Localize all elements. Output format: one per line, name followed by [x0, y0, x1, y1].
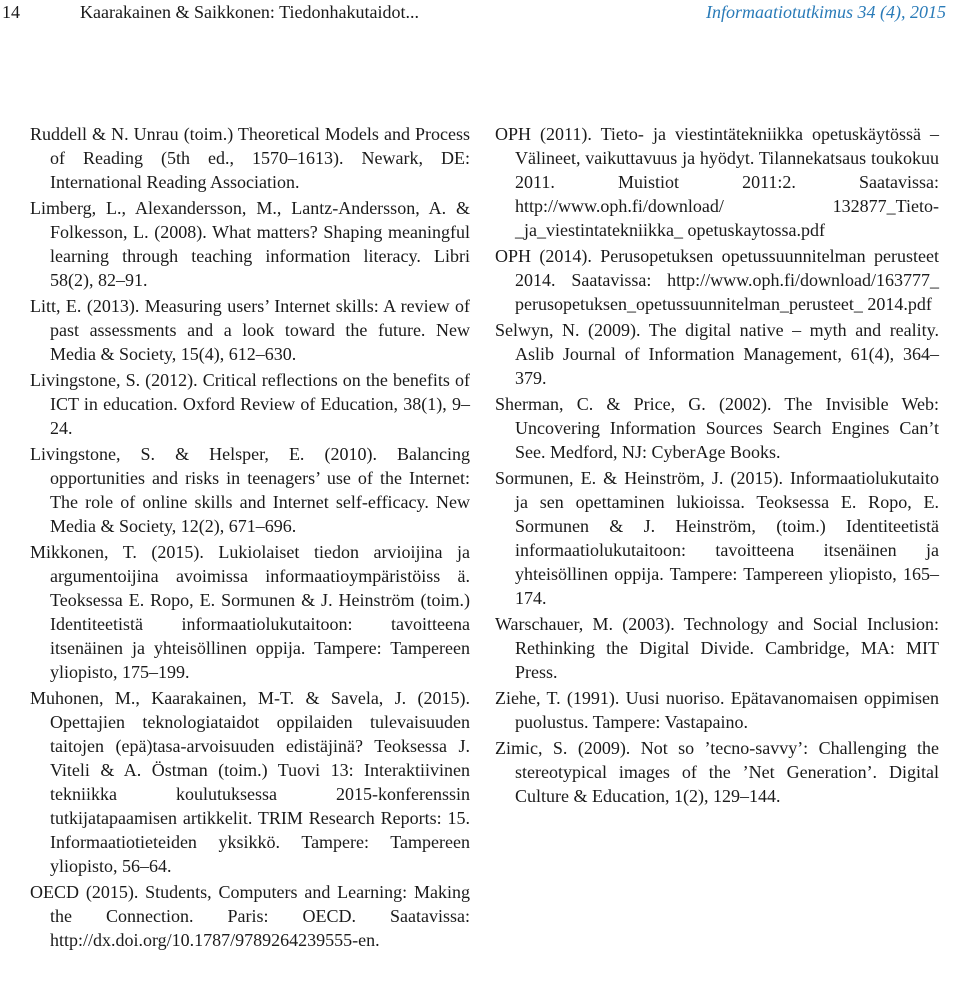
reference-entry: Ziehe, T. (1991). Uusi nuoriso. Epätavanomaisen oppimisen puolustus. Tampere: Vastapaino. — [495, 688, 939, 732]
reference-entry: OPH (2014). Perusopetuksen opetussuunnitelman perusteet 2014. Saatavissa: http://www.oph.fi/download/163777_ perusopetuksen_opetussuunnitelman_perusteet_ 2014.pdf — [495, 246, 939, 314]
reference-entry: Ruddell & N. Unrau (toim.) Theoretical Models and Process of Reading (5th ed., 1570–1613). Newark, DE: International Reading Association. — [30, 124, 470, 192]
running-header — [0, 0, 960, 30]
reference-entry: Muhonen, M., Kaarakainen, M-T. & Savela, J. (2015). Opettajien teknologiataidot oppilaiden tulevaisuuden taitojen (epä)tasa-arvoisuuden edistäjinä? Teoksessa J. Viteli & A. Östman (toim.) Tuovi 13: Interaktiivinen tekniikka koulutuksessa 2015-konferenssin tutkijatapaamisen artikkelit. TRIM Research Reports: 15. Informaatiotieteiden yksikkö. Tampere: Tampereen yliopisto, 56–64. — [30, 688, 470, 876]
reference-entry: Sherman, C. & Price, G. (2002). The Invisible Web: Uncovering Information Sources Search Engines Can’t See. Medford, NJ: CyberAge Books. — [495, 394, 939, 462]
page-number: 14 — [2, 2, 20, 22]
reference-entry: OPH (2011). Tieto- ja viestintätekniikka opetuskäytössä – Välineet, vaikuttavuus ja hyödyt. Tilannekatsaus toukokuu 2011. Muistiot 2011:2. Saatavissa: http://www.oph.fi/download/ 132877_Tieto-_ja_viestintatekniikka_ opetuskaytossa.pdf — [495, 124, 939, 240]
reference-entry: Livingstone, S. & Helsper, E. (2010). Balancing opportunities and risks in teenagers’ use of the Internet: The role of online skills and Internet self-efficacy. New Media & Society, 12(2), 671–696. — [30, 444, 470, 536]
references-right-column — [495, 122, 939, 810]
reference-entry: Litt, E. (2013). Measuring users’ Internet skills: A review of past assessments and a look toward the future. New Media & Society, 15(4), 612–630. — [30, 296, 470, 364]
reference-entry: Limberg, L., Alexandersson, M., Lantz-Andersson, A. & Folkesson, L. (2008). What matters? Shaping meaningful learning through teaching information literacy. Libri 58(2), 82–91. — [30, 198, 470, 290]
reference-entry: Selwyn, N. (2009). The digital native – myth and reality. Aslib Journal of Information Management, 61(4), 364–379. — [495, 320, 939, 388]
reference-entry: Warschauer, M. (2003). Technology and Social Inclusion: Rethinking the Digital Divide. Cambridge, MA: MIT Press. — [495, 614, 939, 682]
references-left-column — [30, 122, 470, 954]
reference-entry: OECD (2015). Students, Computers and Learning: Making the Connection. Paris: OECD. Saatavissa: http://dx.doi.org/10.1787/9789264239555-en. — [30, 882, 470, 950]
reference-entry: Sormunen, E. & Heinström, J. (2015). Informaatiolukutaito ja sen opettaminen lukioissa. Teoksessa E. Ropo, E. Sormunen & J. Heinström, (toim.) Identiteetistä informaatiolukutaitoon: tavoitteena itsenäinen ja yhteisöllinen oppija. Tampere: Tampereen yliopisto, 165–174. — [495, 468, 939, 608]
reference-entry: Zimic, S. (2009). Not so ’tecno-savvy’: Challenging the stereotypical images of the ’Net Generation’. Digital Culture & Education, 1(2), 129–144. — [495, 738, 939, 806]
reference-entry: Livingstone, S. (2012). Critical reflections on the benefits of ICT in education. Oxford Review of Education, 38(1), 9–24. — [30, 370, 470, 438]
running-header-journal: Informaatiotutkimus 34 (4), 2015 — [706, 2, 946, 22]
reference-entry: Mikkonen, T. (2015). Lukiolaiset tiedon arvioijina ja argumentoijina avoimissa informaatioympäristöiss ä. Teoksessa E. Ropo, E. Sormunen & J. Heinström (toim.) Identiteetistä informaatiolukutaitoon: tavoitteena itsenäinen ja yhteisöllinen oppija. Tampere: Tampereen yliopisto, 175–199. — [30, 542, 470, 682]
running-header-authors: Kaarakainen & Saikkonen: Tiedonhakutaidot... — [80, 2, 419, 22]
